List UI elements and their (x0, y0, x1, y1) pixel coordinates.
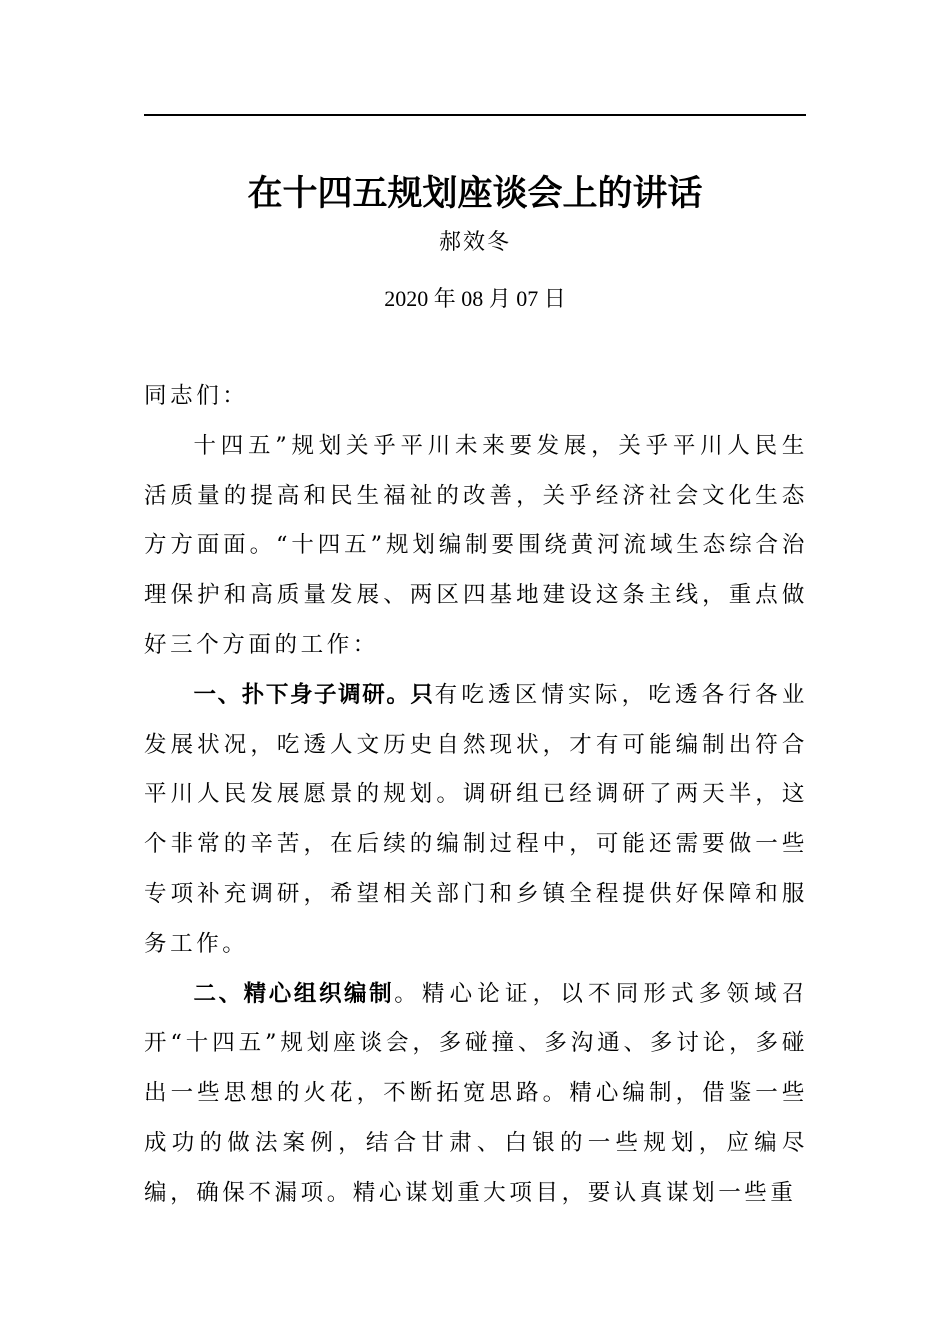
document-author: 郝效冬 (438, 230, 511, 255)
paragraph-text: 十四五”规划关乎平川未来要发展，关乎平川人民生活质量的提高和民生福祉的改善，关乎经济社会文化生态方方面面。“十四五”规划编制要围绕黄河流域生态综合治理保护和高质量发展、两区四基地建设这条主线，重点做好三个方面的工作： (144, 432, 808, 658)
paragraph-text: 有吃透区情实际，吃透各行各业发展状况，吃透人文历史自然现状，才有可能编制出符合平川人民发展愿景的规划。调研组已经调研了两天半，这个非常的辛苦，在后续的编制过程中，可能还需要做一些专项补充调研，希望相关部门和乡镇全程提供好保障和服务工作。 (144, 681, 808, 957)
salutation: 同志们： (144, 383, 249, 409)
section-heading: 二、精心组织编制 (193, 980, 395, 1007)
paragraph-section-2 (144, 970, 808, 1219)
header-rule (144, 114, 806, 116)
paragraph-intro (144, 422, 808, 671)
document-body (144, 372, 808, 1219)
document-title: 在十四五规划座谈会上的讲话 (247, 173, 703, 214)
section-heading: 一、扑下身子调研。只 (193, 681, 435, 708)
document-date: 2020 年 08 月 07 日 (384, 286, 566, 311)
paragraph-section-1 (144, 671, 808, 970)
paragraph-text: 。精心论证，以不同形式多领域召开“十四五”规划座谈会，多碰撞、多沟通、多讨论，多碰出一些思想的火花，不断拓宽思路。精心编制，借鉴一些成功的做法案例，结合甘肃、白银的一些规划，应编尽编，确保不漏项。精心谋划重大项目，要认真谋划一些重 (144, 980, 808, 1206)
